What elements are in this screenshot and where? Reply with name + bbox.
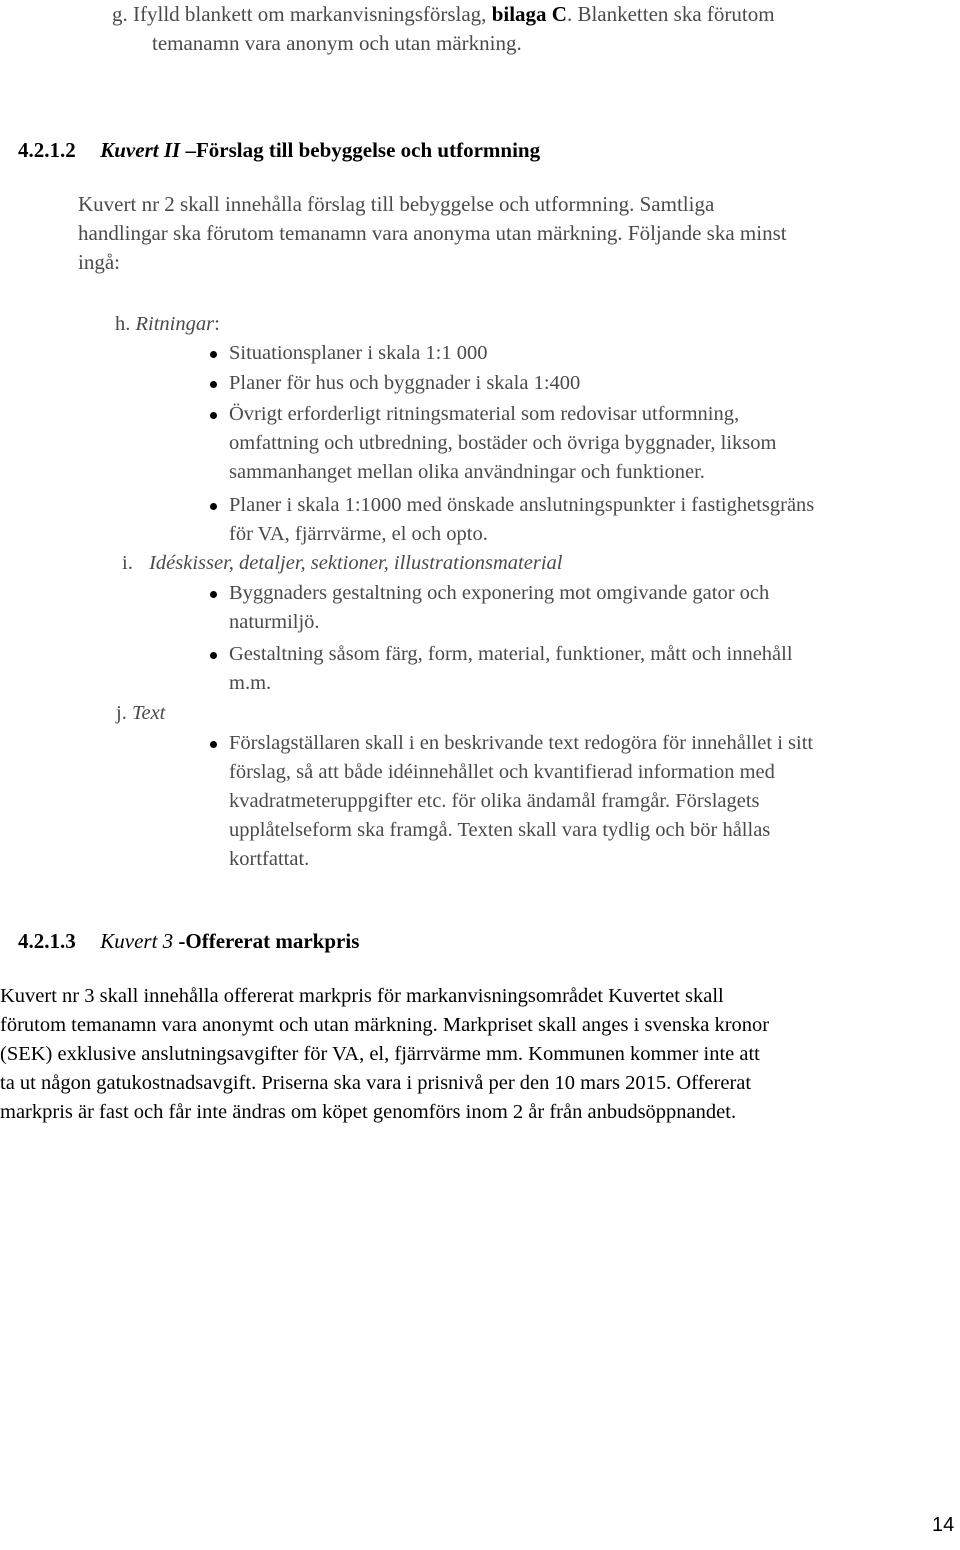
item-g-line-1 [112, 0, 775, 29]
section-4213-title-italic: Kuvert 3 [100, 929, 174, 953]
bullet-icon [210, 591, 217, 598]
i-bullet-2-line-1: Gestaltning såsom färg, form, material, funktioner, mått och innehåll [229, 643, 793, 665]
h-bullet-1-line-1: Situationsplaner i skala 1:1 000 [229, 342, 488, 364]
h-bullet-3-line-2: omfattning och utbredning, bostäder och övriga byggnader, liksom [229, 432, 777, 454]
item-j-heading [116, 699, 165, 728]
section-4213-title-rest: -Offererat markpris [178, 929, 360, 953]
section-4212-heading [18, 136, 540, 165]
j-bullet-1-line-3: kvadratmeteruppgifter etc. för olika ändamål framgår. Förslagets [229, 790, 760, 812]
item-i-label: i. [122, 552, 133, 574]
kuvert3-line-4: ta ut någon gatukostnadsavgift. Priserna ska vara i prisnivå per den 10 mars 2015. Offererat [0, 1072, 752, 1094]
h-bullet-4-line-1: Planer i skala 1:1000 med önskade anslutningspunkter i fastighetsgräns [229, 494, 815, 516]
page-number: 14 [932, 1514, 955, 1536]
intro-line-3: ingå: [78, 250, 120, 274]
i-bullet-2-line-2: m.m. [229, 672, 272, 694]
section-4212-title-rest: –Förslag till bebyggelse och utformning [185, 138, 541, 162]
section-4212-number: 4.2.1.2 [18, 138, 76, 162]
kuvert3-line-5: markpris är fast och får inte ändras om köpet genomförs inom 2 år från anbudsöppnandet. [0, 1101, 737, 1123]
intro-line-1: Kuvert nr 2 skall innehålla förslag till bebyggelse och utformning. Samtliga [78, 192, 715, 216]
bullet-icon [210, 351, 217, 358]
kuvert3-line-3: (SEK) exklusive anslutningsavgifter för VA, el, fjärrvärme mm. Kommunen kommer inte att [0, 1043, 760, 1065]
bullet-icon [210, 741, 217, 748]
j-bullet-1-line-2: förslag, så att både idéinnehållet och kvantifierad information med [229, 761, 775, 783]
h-bullet-2-line-1: Planer för hus och byggnader i skala 1:400 [229, 372, 581, 394]
i-bullet-1-line-1: Byggnaders gestaltning och exponering mot omgivande gator och [229, 582, 770, 604]
item-g-text-b: . Blanketten ska förutom [566, 2, 775, 26]
bullet-icon [210, 503, 217, 510]
i-bullet-1-line-2: naturmiljö. [229, 611, 320, 633]
bullet-icon [210, 412, 217, 419]
item-h-label: h. [115, 313, 131, 335]
bullet-icon [210, 652, 217, 659]
h-bullet-3-line-1: Övrigt erforderligt ritningsmaterial som redovisar utformning, [229, 403, 740, 425]
item-h-heading: h. Ritningar: [115, 313, 220, 335]
item-g-text-a: Ifylld blankett om markanvisningsförslag, [133, 2, 487, 26]
kuvert3-line-2: förutom temanamn vara anonymt och utan märkning. Markpriset skall anges i svenska kronor [0, 1014, 770, 1036]
j-bullet-1-line-5: kortfattat. [229, 848, 310, 870]
h-bullet-3-line-3: sammanhanget mellan olika användningar och funktioner. [229, 461, 705, 483]
item-j-label: j. [116, 702, 127, 724]
j-bullet-1-line-1: Förslagställaren skall i en beskrivande text redogöra för innehållet i sitt [229, 732, 814, 754]
section-4212-title-italic: Kuvert II [100, 138, 181, 162]
item-i-title: Idéskisser, detaljer, sektioner, illustrationsmaterial [149, 552, 563, 574]
h-bullet-4-line-2: för VA, fjärrvärme, el och opto. [229, 523, 488, 545]
section-4213-number: 4.2.1.3 [18, 929, 76, 953]
kuvert3-line-1: Kuvert nr 3 skall innehålla offererat markpris för markanvisningsområdet Kuvertet skall [0, 985, 724, 1007]
j-bullet-1-line-4: upplåtelseform ska framgå. Texten skall vara tydlig och bör hållas [229, 819, 771, 841]
item-g-bilaga: bilaga C [491, 2, 567, 26]
section-4213-heading [18, 927, 359, 956]
item-g-label: g. [112, 2, 128, 26]
item-h-title: Ritningar [135, 313, 215, 335]
intro-line-2: handlingar ska förutom temanamn vara anonyma utan märkning. Följande ska minst [78, 221, 787, 245]
bullet-icon [210, 381, 217, 388]
item-j-title: Text [131, 702, 166, 724]
item-g-line-2: temanamn vara anonym och utan märkning. [152, 31, 522, 55]
item-i-heading [122, 549, 562, 578]
